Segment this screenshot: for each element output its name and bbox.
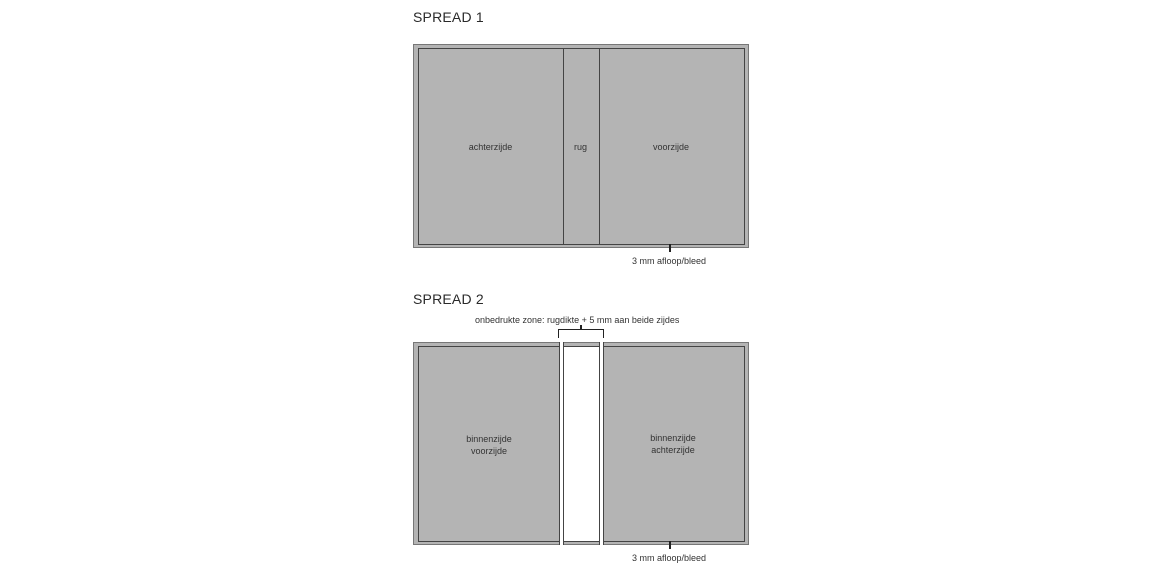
spread-2-inner-back-line2: achterzijde — [651, 445, 695, 455]
spread-2-title: SPREAD 2 — [413, 291, 484, 307]
spread-2-inner-front-line2: voorzijde — [470, 446, 508, 456]
spread-1-bleed-note: 3 mm afloop/bleed — [632, 256, 707, 266]
spread-1-bleed-marker — [669, 244, 671, 252]
spread-1-back-label: achterzijde — [468, 142, 513, 152]
spread-2-unprinted-zone-note: onbedrukte zone: rugdikte + 5 mm aan beide zijdes — [475, 315, 680, 325]
spread-2-bleed-note: 3 mm afloop/bleed — [632, 553, 707, 563]
spread-2-spine-zone — [563, 346, 600, 542]
spread-2-unprinted-zone-bracket — [558, 329, 604, 338]
spread-1-spine-label: rug — [573, 142, 587, 152]
spread-1-front-label: voorzijde — [652, 142, 690, 152]
spread-2-inner-back-label — [602, 432, 744, 456]
spread-1-title: SPREAD 1 — [413, 9, 484, 25]
spread-2-inner-front-label — [418, 433, 560, 457]
spread-2-bleed-marker — [669, 541, 671, 549]
spread-2-inner-back-line1: binnenzijde — [650, 433, 696, 443]
spread-2-inner-front-line1: binnenzijde — [466, 434, 512, 444]
spread-2-bracket-center-tick — [580, 325, 582, 330]
